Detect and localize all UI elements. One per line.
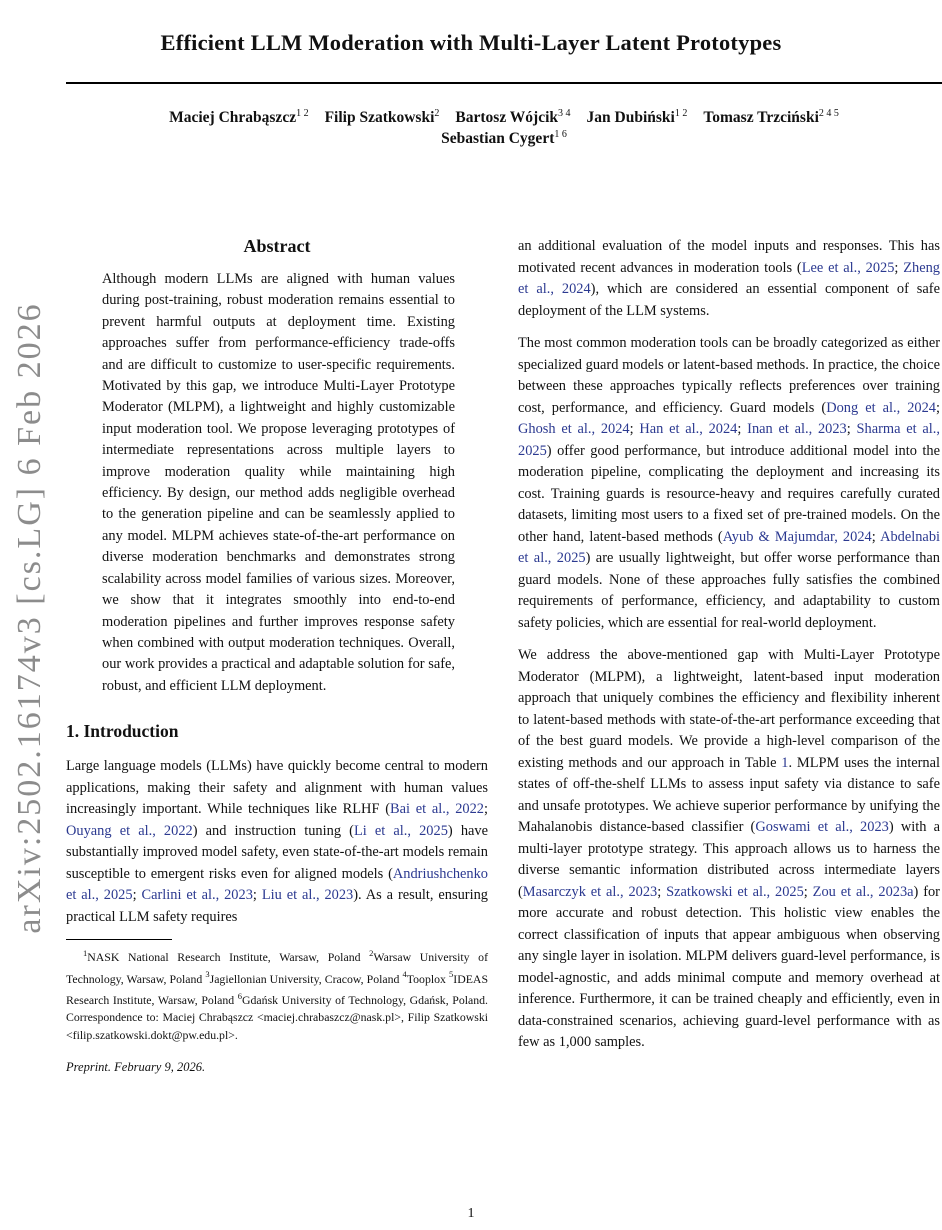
right-paragraph-1 (518, 236, 940, 322)
author-name: Bartosz Wójcik (455, 109, 559, 127)
text-segment: 6 (237, 990, 243, 1001)
right-column (518, 236, 940, 1075)
citation-link[interactable]: Zou et al., 2023a (812, 883, 914, 900)
paper-page (0, 30, 942, 1230)
author-list-line2 (66, 129, 942, 148)
arxiv-watermark: arXiv:2502.16174v3 [cs.LG] 6 Feb 2026 (11, 302, 48, 934)
text-segment: Tooplox (406, 971, 450, 986)
text-segment: 1 2 (674, 108, 688, 119)
text-segment: Jagiellonian University, Cracow, Poland (209, 971, 403, 986)
text-segment: 1 (83, 948, 88, 959)
citation-link[interactable]: Masarczyk et al., 2023 (522, 883, 658, 900)
text-segment: 3 (205, 969, 210, 980)
citation-link[interactable]: Ayub & Majumdar, 2024 (722, 528, 872, 545)
text-segment: an additional evaluation of the model inputs and responses. This has motivated recent advances in moderation tools ( (518, 238, 940, 276)
author-name: Jan Dubiński (586, 109, 675, 127)
text-segment: We address the above-mentioned gap with Multi-Layer Prototype Moderator (MLPM), a lightweight, latent-based input moderation approach that uniquely combines the efficiency and flexibility inherent to latent-based methods with state-of-the-art performance exceeding that of the best guard models. We provide a high-level comparison of the existing methods and our approach in Table (518, 647, 940, 771)
citation-link[interactable]: Zheng et al., 2024 (518, 259, 940, 297)
text-segment: ) are usually lightweight, but offer worse performance than guard models. None of these approaches fully satisfies the combined requirements of performance, efficiency, and adaptability to custom safety policies, which are essential for real-world deployment. (518, 550, 940, 631)
citation-link[interactable]: Andriushchenko et al., 2025 (66, 865, 488, 904)
text-segment: . MLPM uses the internal states of off-the-shelf LLMs to assess input safety via distance to safe and unsafe prototypes. We achieve superior performance by unifying the Mahalanobis distance-based classifier ( (518, 754, 940, 835)
citation-link[interactable]: Sharma et al., 2025 (518, 421, 940, 459)
text-segment: Warsaw University of Technology, Warsaw, Poland (66, 950, 489, 986)
text-segment: 4 (402, 969, 407, 980)
footnote-rule (66, 939, 172, 940)
text-segment: Although modern LLMs are aligned with human values during post-training, robust moderation remains essential to prevent harmful outputs at deployment time. Existing approaches suffer from performance-efficiency trade-offs and are difficult to customize to user-specific requirements. Motivated by this gap, we introduce Multi-Layer Prototype Moderator (MLPM), a lightweight and highly customizable input moderation tool. We propose leveraging prototypes of intermediate representations across multiple layers to improve moderation quality while maintaining high efficiency. By design, our method adds negligible overhead to the generation pipeline and can be seamlessly applied to any model. MLPM achieves state-of-the-art performance on diverse moderation benchmarks and demonstrates strong scalability across model families of various sizes. Moreover, we show that it integrates smoothly into end-to-end moderation pipelines and further improves response safety when combined with output moderation techniques. Overall, our work provides a practical and adaptable solution for safe, robust, and efficient LLM deployment. (102, 271, 455, 694)
citation-link[interactable]: Li et al., 2025 (353, 822, 448, 839)
citation-link[interactable]: Ghosh et al., 2024 (518, 421, 630, 437)
text-segment: IDEAS Research Institute, Warsaw, Poland (66, 971, 488, 1007)
text-segment: ; (484, 801, 488, 818)
right-paragraph-2 (518, 333, 940, 634)
text-segment: ; (252, 887, 262, 904)
text-segment: NASK National Research Institute, Warsaw, Poland (87, 950, 370, 965)
text-segment: ) for more accurate and robust detection. This holistic view enables the correct classification of inputs that appear ambiguous when observing any single layer in isolation. MLPM delivers guard-level performance, is model-agnostic, and adds minimal compute and memory overhead at inference. Furthermore, it can be trained cheaply and efficiently, even in data-constrained scenarios, achieving guard-level performance with as few as 1,000 samples. (518, 883, 940, 1050)
section-1-introduction-heading: 1. Introduction (66, 721, 179, 742)
citation-link[interactable]: Inan et al., 2023 (747, 421, 847, 437)
citation-link[interactable]: Dong et al., 2024 (826, 399, 936, 416)
citation-link[interactable]: Lee et al., 2025 (801, 259, 895, 276)
citation-link[interactable]: Liu et al., 2023 (261, 887, 354, 904)
text-segment: 2 4 5 (818, 108, 839, 119)
citation-link[interactable]: Szatkowski et al., 2025 (666, 883, 804, 900)
text-segment: ) have substantially improved model safety, even state-of-the-art models remain susceptible to emergent risks even for aligned models ( (66, 822, 488, 882)
text-segment: 3 4 (558, 108, 571, 119)
text-segment: ; (803, 883, 813, 900)
citation-link[interactable]: Goswami et al., 2023 (755, 819, 889, 835)
text-segment: 2 (369, 948, 374, 959)
intro-paragraph (66, 756, 488, 928)
citation-link[interactable]: Ouyang et al., 2022 (66, 822, 193, 839)
text-segment: ; (846, 421, 857, 437)
text-segment: ; (871, 528, 881, 545)
text-segment: ) with a multi-layer prototype strategy. This approach allows us to harness the diverse semantic information distributed across intermediate layers ( (518, 819, 940, 900)
citation-link[interactable]: Bai et al., 2022 (390, 801, 484, 818)
title-rule (66, 82, 942, 84)
left-column (66, 236, 488, 1075)
two-column-body (66, 236, 940, 1075)
preprint-note: Preprint. February 9, 2026. (66, 1060, 206, 1075)
text-segment: ; (629, 421, 640, 437)
text-segment: ). As a result, ensuring practical LLM safety requires (66, 887, 488, 925)
text-segment: ; (737, 421, 748, 437)
citation-link[interactable]: 1 (781, 754, 789, 771)
author-list-line1 (66, 108, 942, 127)
text-segment: 2 (434, 108, 440, 119)
text-segment: 5 (449, 969, 454, 980)
text-segment: ), which are considered an essential component of safe deployment of the LLM systems. (518, 281, 940, 319)
text-segment: The most common moderation tools can be broadly categorized as either specialized guard models or latent-based methods. In practice, the choice between these approaches typically reflects preferences over training cost, performance, and efficiency. Guard models ( (518, 335, 940, 416)
abstract-text (102, 269, 455, 697)
citation-link[interactable]: Abdelnabi et al., 2025 (518, 528, 941, 566)
author-name: Maciej Chrabąszcz (169, 109, 297, 127)
text-segment: ) offer good performance, but introduce additional model into the moderation pipeline, complicating the deployment and increasing its cost. Training guards is resource-heavy and requires carefully curated datasets, limiting most users to a fixed set of pre-trained models. On the other hand, latent-based methods ( (518, 442, 940, 545)
page-number: 1 (467, 1206, 475, 1221)
citation-link[interactable]: Han et al., 2024 (639, 421, 738, 437)
citation-link[interactable]: Carlini et al., 2023 (141, 887, 253, 904)
author-name: Filip Szatkowski (324, 109, 435, 127)
affiliations-footnote (66, 945, 488, 1044)
text-segment: 1 2 (296, 108, 309, 119)
author-name: Sebastian Cygert (441, 130, 555, 148)
paper-title: Efficient LLM Moderation with Multi-Layer Latent Prototypes (160, 30, 782, 55)
text-segment: ; (657, 883, 667, 900)
text-segment: 1 6 (554, 129, 567, 141)
text-segment: ) and instruction tuning ( (192, 822, 354, 839)
text-segment: Gdańsk University of Technology, Gdańsk, Poland. Correspondence to: Maciej Chrabąszcz <maciej.chrabaszcz@nask.pl>, Filip Szatkowski <filip.szatkowski.dokt@pw.edu.pl>. (66, 992, 488, 1042)
text-segment: ; (894, 259, 904, 276)
text-segment: Large language models (LLMs) have quickly become central to modern applications, making their safety and alignment with human values increasingly important. While techniques like RLHF ( (66, 758, 488, 818)
right-paragraph-3 (518, 645, 940, 1054)
author-name: Tomasz Trzciński (703, 109, 819, 127)
text-segment: ; (935, 399, 940, 416)
text-segment: ; (132, 887, 142, 904)
abstract-heading: Abstract (243, 236, 311, 256)
